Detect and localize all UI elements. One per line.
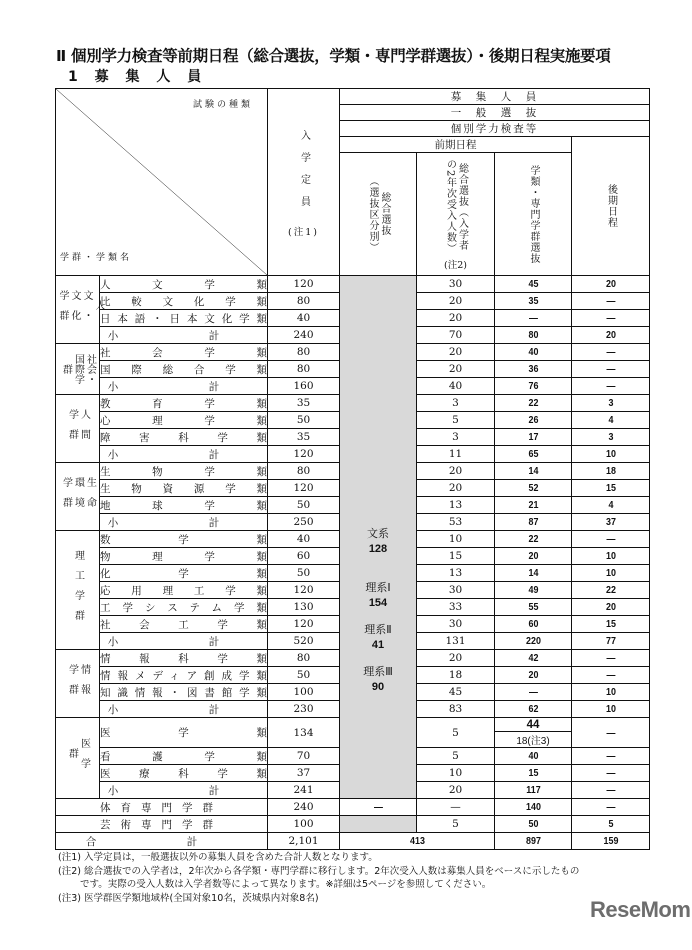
late-value: — [577, 361, 643, 378]
sogo-block-value: 128 [368, 543, 388, 555]
capacity-value: 250 [268, 514, 340, 531]
late-value: 10 [577, 446, 643, 463]
gakurui-value: 21 [500, 497, 565, 514]
late-value: — [577, 344, 643, 361]
second-year-value: 20 [417, 361, 495, 378]
program-name: 社会学類 [100, 344, 268, 361]
group-name-cell [56, 463, 100, 531]
second-year-value: 5 [417, 718, 495, 748]
second-year-value: 18 [417, 667, 495, 684]
late-value: 5 [577, 816, 643, 833]
second-year-value: 13 [417, 565, 495, 582]
program-name: 情報メディア創成学類 [100, 667, 268, 684]
late-value: 15 [577, 480, 643, 497]
special-group-name: 体育専門学群 [56, 799, 268, 816]
capacity-value: 240 [268, 799, 340, 816]
late-value: 22 [577, 582, 643, 599]
late-value: 3 [577, 395, 643, 412]
footnote-3: (注3) 医学群医学類地域枠(全国対象10名，茨城県内対象8名) [58, 892, 319, 904]
individual-exam-header: 個別学力検査等 [340, 121, 650, 137]
group-name: 情報学群 [66, 663, 90, 704]
recruit-header: 募 集 人 員 [340, 89, 650, 105]
gakurui-value: 44 [495, 719, 571, 732]
program-name: 地球学類 [100, 497, 268, 514]
group-name-cell [56, 344, 100, 395]
gakurui-value: — [500, 684, 565, 701]
capacity-value: 230 [268, 701, 340, 718]
capacity-value: 70 [268, 748, 340, 765]
sogo-block-label: 理系Ⅰ [365, 582, 391, 594]
second-year-value: 20 [417, 463, 495, 480]
capacity-value: 520 [268, 633, 340, 650]
capacity-value: 120 [268, 446, 340, 463]
capacity-value: 50 [268, 667, 340, 684]
second-year-value: 30 [417, 616, 495, 633]
late-value: 20 [577, 276, 643, 293]
late-value: — [577, 748, 643, 765]
second-year-value: 30 [417, 276, 495, 293]
gakurui-value: 76 [500, 378, 565, 395]
group-name: 生命環境学群 [60, 476, 96, 517]
second-year-value: 45 [417, 684, 495, 701]
gakurui-selection-header [495, 153, 572, 276]
program-name: 数学類 [100, 531, 268, 548]
late-value: 18 [577, 463, 643, 480]
capacity-value: 40 [268, 310, 340, 327]
late-value: 10 [577, 701, 643, 718]
late-schedule-label: 後期日程 [605, 184, 617, 228]
subtotal-label: 小 計 [100, 446, 268, 463]
second-year-value: 20 [417, 293, 495, 310]
capacity-value: 80 [268, 463, 340, 480]
capacity-value: 80 [268, 344, 340, 361]
second-year-value: 53 [417, 514, 495, 531]
second-year-value: 5 [417, 748, 495, 765]
second-year-value: 5 [417, 816, 495, 833]
sogo-second-year-note: (注2) [444, 260, 467, 271]
gakurui-value: 140 [500, 799, 565, 816]
program-name: 障害科学類 [100, 429, 268, 446]
gakurui-value: 40 [500, 748, 565, 765]
capacity-value: 80 [268, 361, 340, 378]
sogo-second-year-line2: の2年次受入人数） [444, 159, 456, 255]
late-value: — [577, 765, 643, 782]
capacity-value: 50 [268, 497, 340, 514]
capacity-value: 241 [268, 782, 340, 799]
gakurui-value: 14 [500, 463, 565, 480]
gakurui-value: 35 [500, 293, 565, 310]
gakurui-value: 20 [500, 548, 565, 565]
capacity-value: 60 [268, 548, 340, 565]
second-year-value: 15 [417, 548, 495, 565]
program-name: 教育学類 [100, 395, 268, 412]
program-name: 医療科学類 [100, 765, 268, 782]
second-year-value: 20 [417, 782, 495, 799]
program-name: 工学システム学類 [100, 599, 268, 616]
sogo-division-cell [340, 276, 417, 799]
group-name-cell [56, 395, 100, 463]
gakurui-value: 40 [500, 344, 565, 361]
group-name: 理工学群 [72, 550, 84, 630]
sogo-block-value: 90 [371, 681, 385, 693]
second-year-value: 30 [417, 582, 495, 599]
second-year-value: 20 [417, 480, 495, 497]
late-value: 20 [577, 599, 643, 616]
late-value: 10 [577, 548, 643, 565]
late-value: — [577, 718, 643, 748]
late-value: 15 [577, 616, 643, 633]
gakurui-regional-quota: 18(注3) [516, 735, 550, 747]
second-year-value: 11 [417, 446, 495, 463]
sogo-block-value: 154 [368, 597, 388, 609]
gakurui-value: 20 [500, 667, 565, 684]
late-value: 3 [577, 429, 643, 446]
gakurui-value-split [495, 718, 572, 748]
program-name: 日本語・日本文化学類 [100, 310, 268, 327]
second-year-value: 33 [417, 599, 495, 616]
subtotal-label: 小 計 [100, 633, 268, 650]
gakurui-value: 36 [500, 361, 565, 378]
capacity-value: 120 [268, 616, 340, 633]
capacity-value: 100 [268, 816, 340, 833]
group-name: 医学群 [66, 738, 90, 778]
gakurui-value: 60 [500, 616, 565, 633]
exam-type-label: 試験の種類 [192, 100, 253, 110]
gakurui-value: 45 [500, 276, 565, 293]
gakurui-value: 55 [500, 599, 565, 616]
late-value: — [577, 650, 643, 667]
early-schedule-header: 前期日程 [340, 137, 572, 153]
sogo-block-label: 理系Ⅲ [363, 666, 393, 678]
sogo-division-header [340, 153, 417, 276]
gakurui-value: 117 [500, 782, 565, 799]
program-name: 人文学類 [100, 276, 268, 293]
group-name: 人文・文化学群 [57, 289, 104, 330]
subtotal-label: 小 計 [100, 514, 268, 531]
resemom-logo: ReseMom [590, 897, 691, 922]
late-value: 4 [577, 412, 643, 429]
sogo-value: — [345, 799, 410, 816]
program-name: 生物学類 [100, 463, 268, 480]
diagonal-header-cell [56, 89, 268, 276]
group-name-label: 学群・学類名 [60, 253, 133, 263]
sogo-second-year-header [417, 153, 495, 276]
program-name: 情報科学類 [100, 650, 268, 667]
second-year-value: 10 [417, 765, 495, 782]
sogo-block-value: 41 [371, 639, 385, 651]
recruitment-table [55, 88, 650, 850]
capacity-note: (注1) [288, 227, 319, 238]
group-name-cell [56, 276, 104, 344]
capacity-value: 40 [268, 531, 340, 548]
subtotal-label: 小 計 [100, 327, 268, 344]
program-name: 知識情報・図書館学類 [100, 684, 268, 701]
capacity-value: 50 [268, 565, 340, 582]
late-value: 10 [577, 565, 643, 582]
sogo-block-label: 文系 [367, 528, 389, 540]
second-year-value: 70 [417, 327, 495, 344]
program-name: 心理学類 [100, 412, 268, 429]
subtotal-label: 小 計 [100, 378, 268, 395]
second-year-value: 3 [417, 395, 495, 412]
late-value: 10 [577, 684, 643, 701]
late-value: — [577, 293, 643, 310]
group-name: 社会・国際学群 [60, 354, 96, 384]
gakurui-value: 220 [500, 633, 565, 650]
capacity-value: 120 [268, 276, 340, 293]
late-value: — [577, 531, 643, 548]
late-value: — [577, 378, 643, 395]
capacity-header [268, 89, 340, 276]
capacity-label: 入学定員 [298, 130, 310, 218]
second-year-value: 13 [417, 497, 495, 514]
program-name: 応用理工学類 [100, 582, 268, 599]
gakurui-value: 62 [500, 701, 565, 718]
capacity-value: 120 [268, 480, 340, 497]
gakurui-value: 52 [500, 480, 565, 497]
subsection-title: 1 募 集 人 員 [68, 69, 208, 85]
program-name: 看護学類 [100, 748, 268, 765]
special-row [56, 816, 650, 833]
group-name: 人間学群 [66, 408, 90, 449]
sogo-block [340, 623, 416, 653]
capacity-value: 160 [268, 378, 340, 395]
second-year-value: — [417, 799, 495, 816]
group-name-cell [56, 531, 100, 650]
second-year-value: 5 [417, 412, 495, 429]
general-selection-header: 一 般 選 抜 [340, 105, 650, 121]
capacity-value: 120 [268, 582, 340, 599]
subtotal-label: 小 計 [100, 782, 268, 799]
capacity-value: 80 [268, 293, 340, 310]
second-year-value: 10 [417, 531, 495, 548]
sogo-division-line1: 総合選抜 [379, 192, 390, 236]
gakurui-selection-label: 学類・専門学群選抜 [528, 164, 539, 264]
gakurui-value: 22 [500, 395, 565, 412]
group-name-cell [56, 650, 100, 718]
total-gakurui: 897 [500, 833, 565, 850]
sogo-block [340, 581, 416, 611]
total-late: 159 [577, 833, 643, 850]
section-title: Ⅱ 個別学力検査等前期日程（総合選抜，学類・専門学群選抜）・後期日程実施要項 [56, 47, 611, 65]
footnote-1: (注1) 入学定員は，一般選抜以外の募集人員を含めた合計人数となります。 [58, 852, 378, 863]
capacity-value: 130 [268, 599, 340, 616]
total-capacity: 2,101 [268, 833, 340, 850]
second-year-value: 20 [417, 344, 495, 361]
total-label: 合 計 [56, 833, 268, 850]
table-row [56, 276, 650, 293]
program-name: 国際総合学類 [100, 361, 268, 378]
group-name-cell [56, 718, 100, 799]
late-value: 4 [577, 497, 643, 514]
second-year-value: 83 [417, 701, 495, 718]
footnote-2-cont: です。実際の受入人数は入学者数等によって異なります。※詳細は5ページを参照してください。 [80, 879, 492, 890]
late-value: — [577, 310, 643, 327]
program-name: 化学類 [100, 565, 268, 582]
gakurui-value: 15 [500, 765, 565, 782]
total-sogo: 413 [351, 833, 483, 850]
capacity-value: 80 [268, 650, 340, 667]
sogo-value [340, 816, 417, 833]
sogo-block-label: 理系Ⅱ [364, 624, 392, 636]
second-year-value: 20 [417, 650, 495, 667]
diagonal-line [56, 89, 267, 275]
second-year-value: 20 [417, 310, 495, 327]
gakurui-value: 26 [500, 412, 565, 429]
total-row [56, 833, 650, 850]
late-value: 20 [577, 327, 643, 344]
second-year-value: 3 [417, 429, 495, 446]
gakurui-value: 80 [500, 327, 565, 344]
program-name: 物理学類 [100, 548, 268, 565]
late-schedule-header [572, 137, 650, 276]
late-value: — [577, 782, 643, 799]
gakurui-value: 17 [500, 429, 565, 446]
capacity-value: 35 [268, 395, 340, 412]
second-year-value: 40 [417, 378, 495, 395]
late-value: 77 [577, 633, 643, 650]
footnote-2: (注2) 総合選抜での入学者は，2年次から各学類・専門学群に移行します。2年次受入人数は募集人員をベースに示したもの [58, 865, 580, 877]
sogo-block [340, 527, 416, 557]
footnotes [58, 851, 579, 905]
gakurui-value: 49 [500, 582, 565, 599]
late-value: — [577, 667, 643, 684]
gakurui-value: 50 [500, 816, 565, 833]
special-row [56, 799, 650, 816]
capacity-value: 37 [268, 765, 340, 782]
gakurui-value: 22 [500, 531, 565, 548]
second-year-value: 131 [417, 633, 495, 650]
sogo-second-year-line1: 総合選抜（入学者 [456, 163, 468, 251]
gakurui-value: 42 [500, 650, 565, 667]
subtotal-label: 小 計 [100, 701, 268, 718]
special-group-name: 芸術専門学群 [56, 816, 268, 833]
program-name: 生物資源学類 [100, 480, 268, 497]
program-name: 医学類 [100, 718, 268, 748]
capacity-value: 134 [268, 718, 340, 748]
capacity-value: 35 [268, 429, 340, 446]
gakurui-value: — [500, 310, 565, 327]
sogo-division-line2: （選抜区分別） [367, 175, 378, 253]
gakurui-value: 87 [500, 514, 565, 531]
capacity-value: 100 [268, 684, 340, 701]
late-value: — [577, 799, 643, 816]
gakurui-value: 14 [500, 565, 565, 582]
program-name: 社会工学類 [100, 616, 268, 633]
sogo-block [340, 665, 416, 695]
capacity-value: 240 [268, 327, 340, 344]
gakurui-value: 65 [500, 446, 565, 463]
capacity-value: 50 [268, 412, 340, 429]
late-value: 37 [577, 514, 643, 531]
program-name: 比較文化学類 [100, 293, 268, 310]
